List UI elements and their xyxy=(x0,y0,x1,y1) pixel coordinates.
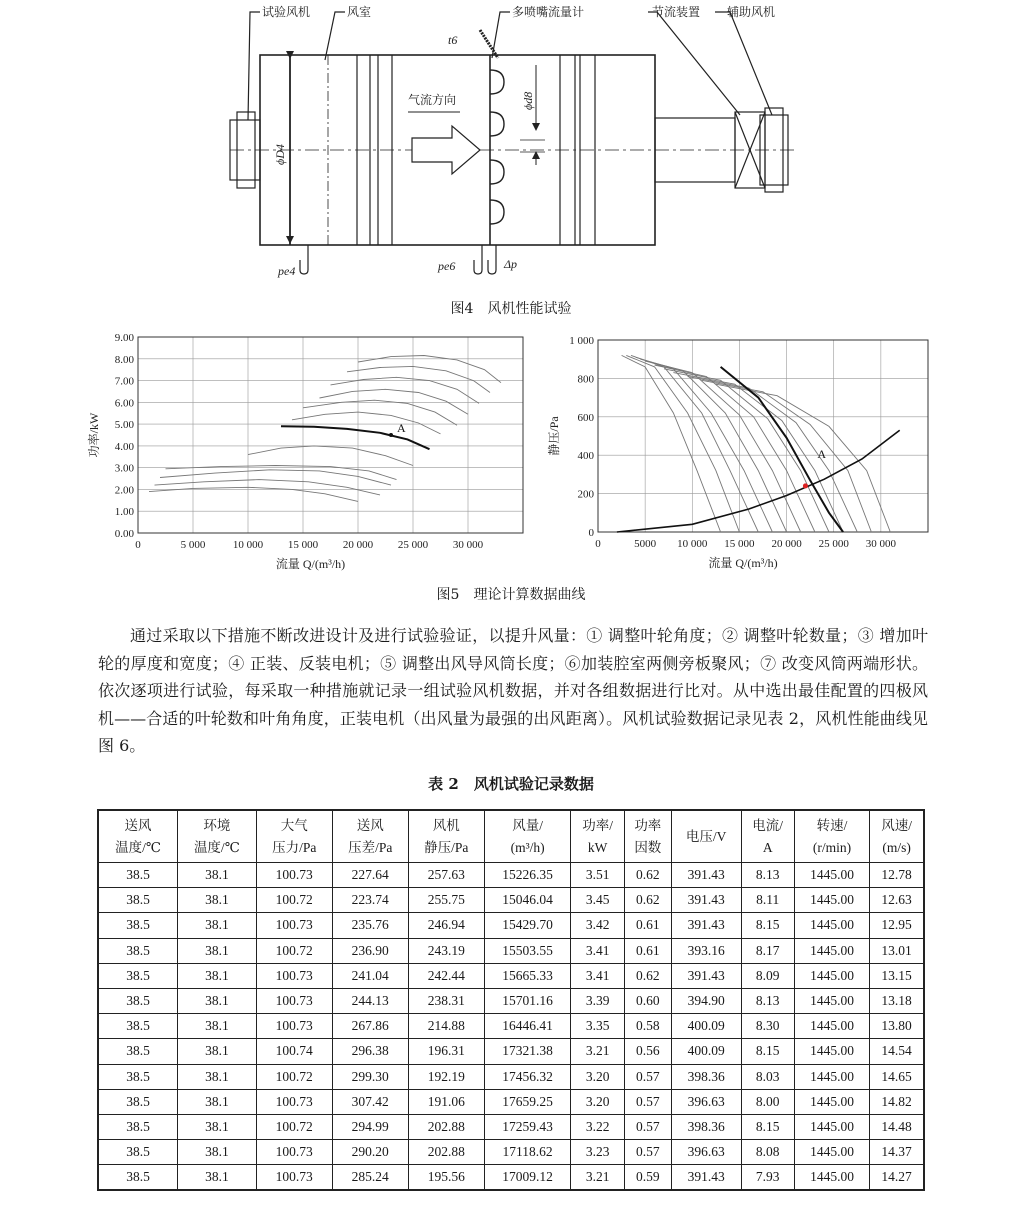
series-line xyxy=(331,377,480,403)
table-cell: 3.41 xyxy=(571,938,624,963)
table-cell: 38.5 xyxy=(98,863,178,888)
table-row xyxy=(98,913,924,938)
table-cell: 1445.00 xyxy=(794,863,869,888)
table-cell: 38.5 xyxy=(98,988,178,1013)
table-cell: 1445.00 xyxy=(794,1165,869,1191)
table-cell: 8.15 xyxy=(741,1039,794,1064)
table-cell: 242.44 xyxy=(408,963,484,988)
table-cell: 3.21 xyxy=(571,1165,624,1191)
table-cell: 1445.00 xyxy=(794,913,869,938)
fan-test-data-table xyxy=(97,809,925,1191)
label-dp: Δp xyxy=(504,257,518,271)
table-cell: 236.90 xyxy=(332,938,408,963)
series-line xyxy=(248,446,413,466)
table-cell: 100.72 xyxy=(256,938,332,963)
table-cell: 14.27 xyxy=(870,1165,924,1191)
table-cell: 15503.55 xyxy=(484,938,571,963)
table-cell: 8.08 xyxy=(741,1140,794,1165)
table-cell: 17456.32 xyxy=(484,1064,571,1089)
table-cell: 3.51 xyxy=(571,863,624,888)
table-cell: 38.1 xyxy=(178,938,257,963)
header-cell: 风速/ (m/s) xyxy=(870,810,924,863)
table-cell: 12.78 xyxy=(870,863,924,888)
series-line xyxy=(155,480,381,495)
series-line xyxy=(640,359,786,532)
series-line xyxy=(688,377,858,533)
x-tick-label: 15 000 xyxy=(724,538,755,550)
table-cell: 0.57 xyxy=(624,1140,671,1165)
table-cell: 15665.33 xyxy=(484,963,571,988)
table-cell: 191.06 xyxy=(408,1089,484,1114)
table-cell: 15701.16 xyxy=(484,988,571,1013)
label-airflow: 气流方向 xyxy=(408,93,457,107)
plot-frame xyxy=(138,337,523,533)
table-cell: 1445.00 xyxy=(794,1089,869,1114)
table-row xyxy=(98,1165,924,1191)
table-cell: 38.1 xyxy=(178,1014,257,1039)
table-cell: 38.1 xyxy=(178,1140,257,1165)
table-cell: 202.88 xyxy=(408,1140,484,1165)
label-d8: ϕd8 xyxy=(521,91,535,110)
table-cell: 38.1 xyxy=(178,1114,257,1139)
paragraph-text: 通过采取以下措施不断改进设计及进行试验验证，以提升风量：① 调整叶轮角度；② 调整叶轮数量；③ 增加叶轮的厚度和宽度；④ 正装、反装电机；⑤ 调整出风导风筒长度；⑥加装腔室两侧旁板聚风；⑦ 改变风筒两端形状。依次逐项进行试验，每采取一种措施就记录一组试验风机数据，并对各组数据进行比对。从中选出最佳配置的四极风机——合适的叶轮数和叶角角度，正装电机（出风量为最强的出风距离）。风机试验数据记录见表 2，风机性能曲线见图 6。 xyxy=(98,626,928,755)
table-cell: 3.22 xyxy=(571,1114,624,1139)
table-cell: 38.5 xyxy=(98,1039,178,1064)
table-cell: 0.62 xyxy=(624,963,671,988)
table-cell: 400.09 xyxy=(671,1014,741,1039)
table-cell: 38.5 xyxy=(98,1165,178,1191)
table-cell: 393.16 xyxy=(671,938,741,963)
x-tick-label: 15 000 xyxy=(287,539,319,551)
y-tick-label: 3.00 xyxy=(114,462,134,475)
y-tick-label: 0.00 xyxy=(114,528,134,540)
table-cell: 1445.00 xyxy=(794,938,869,963)
table-cell: 214.88 xyxy=(408,1014,484,1039)
table-cell: 8.17 xyxy=(741,938,794,963)
table-cell: 8.30 xyxy=(741,1014,794,1039)
y-tick-label: 1 000 xyxy=(569,335,594,347)
header-cell: 大气 压力/Pa xyxy=(256,810,332,863)
table-row xyxy=(98,988,924,1013)
table-cell: 1445.00 xyxy=(794,1140,869,1165)
figure4-caption: 图4 风机性能试验 xyxy=(450,301,572,317)
table-cell: 0.57 xyxy=(624,1064,671,1089)
table-cell: 100.73 xyxy=(256,1014,332,1039)
table-cell: 100.73 xyxy=(256,988,332,1013)
table-cell: 17321.38 xyxy=(484,1039,571,1064)
table-cell: 1445.00 xyxy=(794,1064,869,1089)
table-cell: 1445.00 xyxy=(794,1014,869,1039)
table-row xyxy=(98,1014,924,1039)
table-cell: 38.1 xyxy=(178,1064,257,1089)
body-paragraph xyxy=(98,622,928,760)
table-cell: 16446.41 xyxy=(484,1014,571,1039)
header-cell: 功率/ kW xyxy=(571,810,624,863)
y-tick-label: 600 xyxy=(577,411,594,424)
table-row xyxy=(98,938,924,963)
series-line xyxy=(655,365,815,532)
table-cell: 38.5 xyxy=(98,938,178,963)
label-test-fan: 试验风机 xyxy=(262,5,311,19)
table-cell: 17659.25 xyxy=(484,1089,571,1114)
table-cell: 0.61 xyxy=(624,913,671,938)
table-cell: 100.73 xyxy=(256,863,332,888)
table-cell: 235.76 xyxy=(332,913,408,938)
table-cell: 38.1 xyxy=(178,1039,257,1064)
table-cell: 38.5 xyxy=(98,1014,178,1039)
table-cell: 8.15 xyxy=(741,1114,794,1139)
label-d4: ϕD4 xyxy=(273,144,287,165)
table-cell: 17259.43 xyxy=(484,1114,571,1139)
header-cell: 转速/ (r/min) xyxy=(794,810,869,863)
figure5-caption: 图5 理论计算数据曲线 xyxy=(436,587,586,603)
table-cell: 223.74 xyxy=(332,888,408,913)
table-cell: 3.42 xyxy=(571,913,624,938)
table-cell: 100.72 xyxy=(256,1064,332,1089)
table-cell: 285.24 xyxy=(332,1165,408,1191)
table-row xyxy=(98,1039,924,1064)
table-cell: 38.5 xyxy=(98,1114,178,1139)
table-cell: 195.56 xyxy=(408,1165,484,1191)
table-cell: 0.60 xyxy=(624,988,671,1013)
x-axis-label: 流量 Q/(m³/h) xyxy=(275,557,346,571)
x-tick-label: 5000 xyxy=(634,538,657,550)
table-cell: 8.13 xyxy=(741,863,794,888)
table-cell: 299.30 xyxy=(332,1064,408,1089)
x-tick-label: 25 000 xyxy=(818,538,849,550)
table-cell: 100.73 xyxy=(256,963,332,988)
header-cell: 电压/V xyxy=(671,810,741,863)
table-cell: 12.95 xyxy=(870,913,924,938)
table-cell: 3.21 xyxy=(571,1039,624,1064)
y-tick-label: 200 xyxy=(577,488,594,501)
table-cell: 38.1 xyxy=(178,888,257,913)
table-cell: 8.00 xyxy=(741,1089,794,1114)
table-cell: 3.35 xyxy=(571,1014,624,1039)
header-cell: 风量/ (m³/h) xyxy=(484,810,571,863)
table-cell: 257.63 xyxy=(408,863,484,888)
point-a-label: A xyxy=(397,421,406,435)
table-cell: 267.86 xyxy=(332,1014,408,1039)
table-cell: 8.09 xyxy=(741,963,794,988)
header-cell: 送风 压差/Pa xyxy=(332,810,408,863)
label-throttle: 节流装置 xyxy=(652,5,701,19)
table-cell: 0.61 xyxy=(624,938,671,963)
table-cell: 396.63 xyxy=(671,1140,741,1165)
table-cell: 38.5 xyxy=(98,913,178,938)
table-cell: 38.1 xyxy=(178,988,257,1013)
table-cell: 391.43 xyxy=(671,963,741,988)
table-cell: 8.13 xyxy=(741,988,794,1013)
table-cell: 196.31 xyxy=(408,1039,484,1064)
table-cell: 3.23 xyxy=(571,1140,624,1165)
table-cell: 13.15 xyxy=(870,963,924,988)
table-cell: 38.5 xyxy=(98,1140,178,1165)
table-cell: 391.43 xyxy=(671,888,741,913)
table-cell: 14.48 xyxy=(870,1114,924,1139)
header-cell: 功率 因数 xyxy=(624,810,671,863)
table-cell: 100.73 xyxy=(256,913,332,938)
table-cell: 1445.00 xyxy=(794,963,869,988)
y-tick-label: 6.00 xyxy=(114,397,134,410)
x-tick-label: 20 000 xyxy=(771,538,802,550)
table-row xyxy=(98,888,924,913)
table-cell: 0.57 xyxy=(624,1114,671,1139)
y-tick-label: 5.00 xyxy=(114,419,134,432)
table-cell: 1445.00 xyxy=(794,888,869,913)
table-cell: 202.88 xyxy=(408,1114,484,1139)
table-cell: 398.36 xyxy=(671,1114,741,1139)
table-cell: 0.62 xyxy=(624,863,671,888)
table-cell: 400.09 xyxy=(671,1039,741,1064)
table-cell: 14.37 xyxy=(870,1140,924,1165)
table-cell: 38.1 xyxy=(178,1089,257,1114)
label-chamber: 风室 xyxy=(347,5,372,19)
system-curve xyxy=(617,430,900,532)
table-cell: 100.72 xyxy=(256,1114,332,1139)
table-cell: 13.18 xyxy=(870,988,924,1013)
table-cell: 38.1 xyxy=(178,913,257,938)
x-tick-label: 20 000 xyxy=(342,539,374,551)
table-cell: 238.31 xyxy=(408,988,484,1013)
table-cell: 391.43 xyxy=(671,913,741,938)
table-cell: 398.36 xyxy=(671,1064,741,1089)
series-line xyxy=(303,400,457,425)
table-row xyxy=(98,1114,924,1139)
point-a-label: A xyxy=(817,446,827,461)
table-cell: 15429.70 xyxy=(484,913,571,938)
table-caption: 表 2 风机试验记录数据 xyxy=(428,775,594,793)
table-cell: 8.11 xyxy=(741,888,794,913)
table-cell: 38.1 xyxy=(178,1165,257,1191)
table-cell: 8.15 xyxy=(741,913,794,938)
table-cell: 1445.00 xyxy=(794,1114,869,1139)
table-cell: 38.5 xyxy=(98,888,178,913)
x-tick-label: 0 xyxy=(595,538,601,550)
table-cell: 255.75 xyxy=(408,888,484,913)
table-cell: 1445.00 xyxy=(794,1039,869,1064)
table-cell: 100.73 xyxy=(256,1089,332,1114)
table-cell: 14.82 xyxy=(870,1089,924,1114)
table-cell: 17118.62 xyxy=(484,1140,571,1165)
y-tick-label: 9.00 xyxy=(114,332,134,344)
table-cell: 38.1 xyxy=(178,963,257,988)
table-cell: 12.63 xyxy=(870,888,924,913)
y-tick-label: 2.00 xyxy=(114,484,134,497)
table-cell: 0.58 xyxy=(624,1014,671,1039)
y-axis-label: 静压/Pa xyxy=(547,416,561,456)
label-pe6: pe6 xyxy=(438,259,456,273)
table-cell: 1445.00 xyxy=(794,988,869,1013)
table-cell: 246.94 xyxy=(408,913,484,938)
table-row xyxy=(98,1064,924,1089)
label-aux-fan: 辅助风机 xyxy=(727,5,776,19)
pressure-flow-chart xyxy=(540,322,940,577)
x-tick-label: 30 000 xyxy=(865,538,896,550)
x-tick-label: 10 000 xyxy=(232,539,264,551)
x-tick-label: 30 000 xyxy=(452,539,484,551)
table-cell: 100.73 xyxy=(256,1140,332,1165)
table-cell: 15046.04 xyxy=(484,888,571,913)
point-a-marker xyxy=(389,433,393,437)
table-cell: 294.99 xyxy=(332,1114,408,1139)
table-row xyxy=(98,963,924,988)
table-cell: 14.54 xyxy=(870,1039,924,1064)
table-row xyxy=(98,1089,924,1114)
table-cell: 0.59 xyxy=(624,1165,671,1191)
table-cell: 192.19 xyxy=(408,1064,484,1089)
table-cell: 100.74 xyxy=(256,1039,332,1064)
table-cell: 0.57 xyxy=(624,1089,671,1114)
x-tick-label: 25 000 xyxy=(397,539,429,551)
y-tick-label: 7.00 xyxy=(114,375,134,388)
table-cell: 391.43 xyxy=(671,863,741,888)
y-tick-label: 0 xyxy=(588,527,594,539)
y-tick-label: 4.00 xyxy=(114,440,134,453)
x-axis-label: 流量 Q/(m³/h) xyxy=(708,556,778,570)
table-cell: 0.62 xyxy=(624,888,671,913)
x-tick-label: 5 000 xyxy=(180,539,206,551)
table-cell: 244.13 xyxy=(332,988,408,1013)
table-cell: 307.42 xyxy=(332,1089,408,1114)
table-cell: 38.5 xyxy=(98,963,178,988)
table-cell: 100.73 xyxy=(256,1165,332,1191)
table-cell: 243.19 xyxy=(408,938,484,963)
x-tick-label: 0 xyxy=(135,539,141,551)
table-header-row xyxy=(98,810,924,863)
table-cell: 17009.12 xyxy=(484,1165,571,1191)
table-cell: 13.80 xyxy=(870,1014,924,1039)
y-tick-label: 400 xyxy=(577,450,594,463)
table-cell: 38.5 xyxy=(98,1089,178,1114)
series-line xyxy=(622,355,721,532)
table-cell: 15226.35 xyxy=(484,863,571,888)
table-cell: 3.39 xyxy=(571,988,624,1013)
y-axis-label: 功率/kW xyxy=(87,412,101,458)
header-cell: 送风 温度/℃ xyxy=(98,810,178,863)
y-tick-label: 1.00 xyxy=(114,506,134,519)
table-cell: 391.43 xyxy=(671,1165,741,1191)
header-cell: 电流/ A xyxy=(741,810,794,863)
table-cell: 100.72 xyxy=(256,888,332,913)
table-cell: 3.45 xyxy=(571,888,624,913)
table-cell: 13.01 xyxy=(870,938,924,963)
table-cell: 3.20 xyxy=(571,1064,624,1089)
table-cell: 241.04 xyxy=(332,963,408,988)
table-row xyxy=(98,1140,924,1165)
x-tick-label: 10 000 xyxy=(677,538,708,550)
power-flow-chart xyxy=(80,322,530,577)
label-nozzle-meter: 多喷嘴流量计 xyxy=(512,5,585,19)
y-tick-label: 8.00 xyxy=(114,353,134,366)
table-cell: 8.03 xyxy=(741,1064,794,1089)
fan-test-rig-diagram xyxy=(220,0,820,300)
table-cell: 394.90 xyxy=(671,988,741,1013)
table-cell: 7.93 xyxy=(741,1165,794,1191)
label-pe4: pe4 xyxy=(278,264,296,278)
header-cell: 风机 静压/Pa xyxy=(408,810,484,863)
label-t6: t6 xyxy=(448,33,458,47)
table-cell: 290.20 xyxy=(332,1140,408,1165)
table-cell: 14.65 xyxy=(870,1064,924,1089)
table-cell: 396.63 xyxy=(671,1089,741,1114)
table-cell: 38.5 xyxy=(98,1064,178,1089)
y-tick-label: 800 xyxy=(577,373,594,386)
table-cell: 38.1 xyxy=(178,863,257,888)
header-cell: 环境 温度/℃ xyxy=(178,810,257,863)
table-row xyxy=(98,863,924,888)
table-cell: 3.20 xyxy=(571,1089,624,1114)
table-cell: 0.56 xyxy=(624,1039,671,1064)
table-cell: 296.38 xyxy=(332,1039,408,1064)
table-cell: 3.41 xyxy=(571,963,624,988)
table-cell: 227.64 xyxy=(332,863,408,888)
point-a-marker xyxy=(803,483,808,488)
